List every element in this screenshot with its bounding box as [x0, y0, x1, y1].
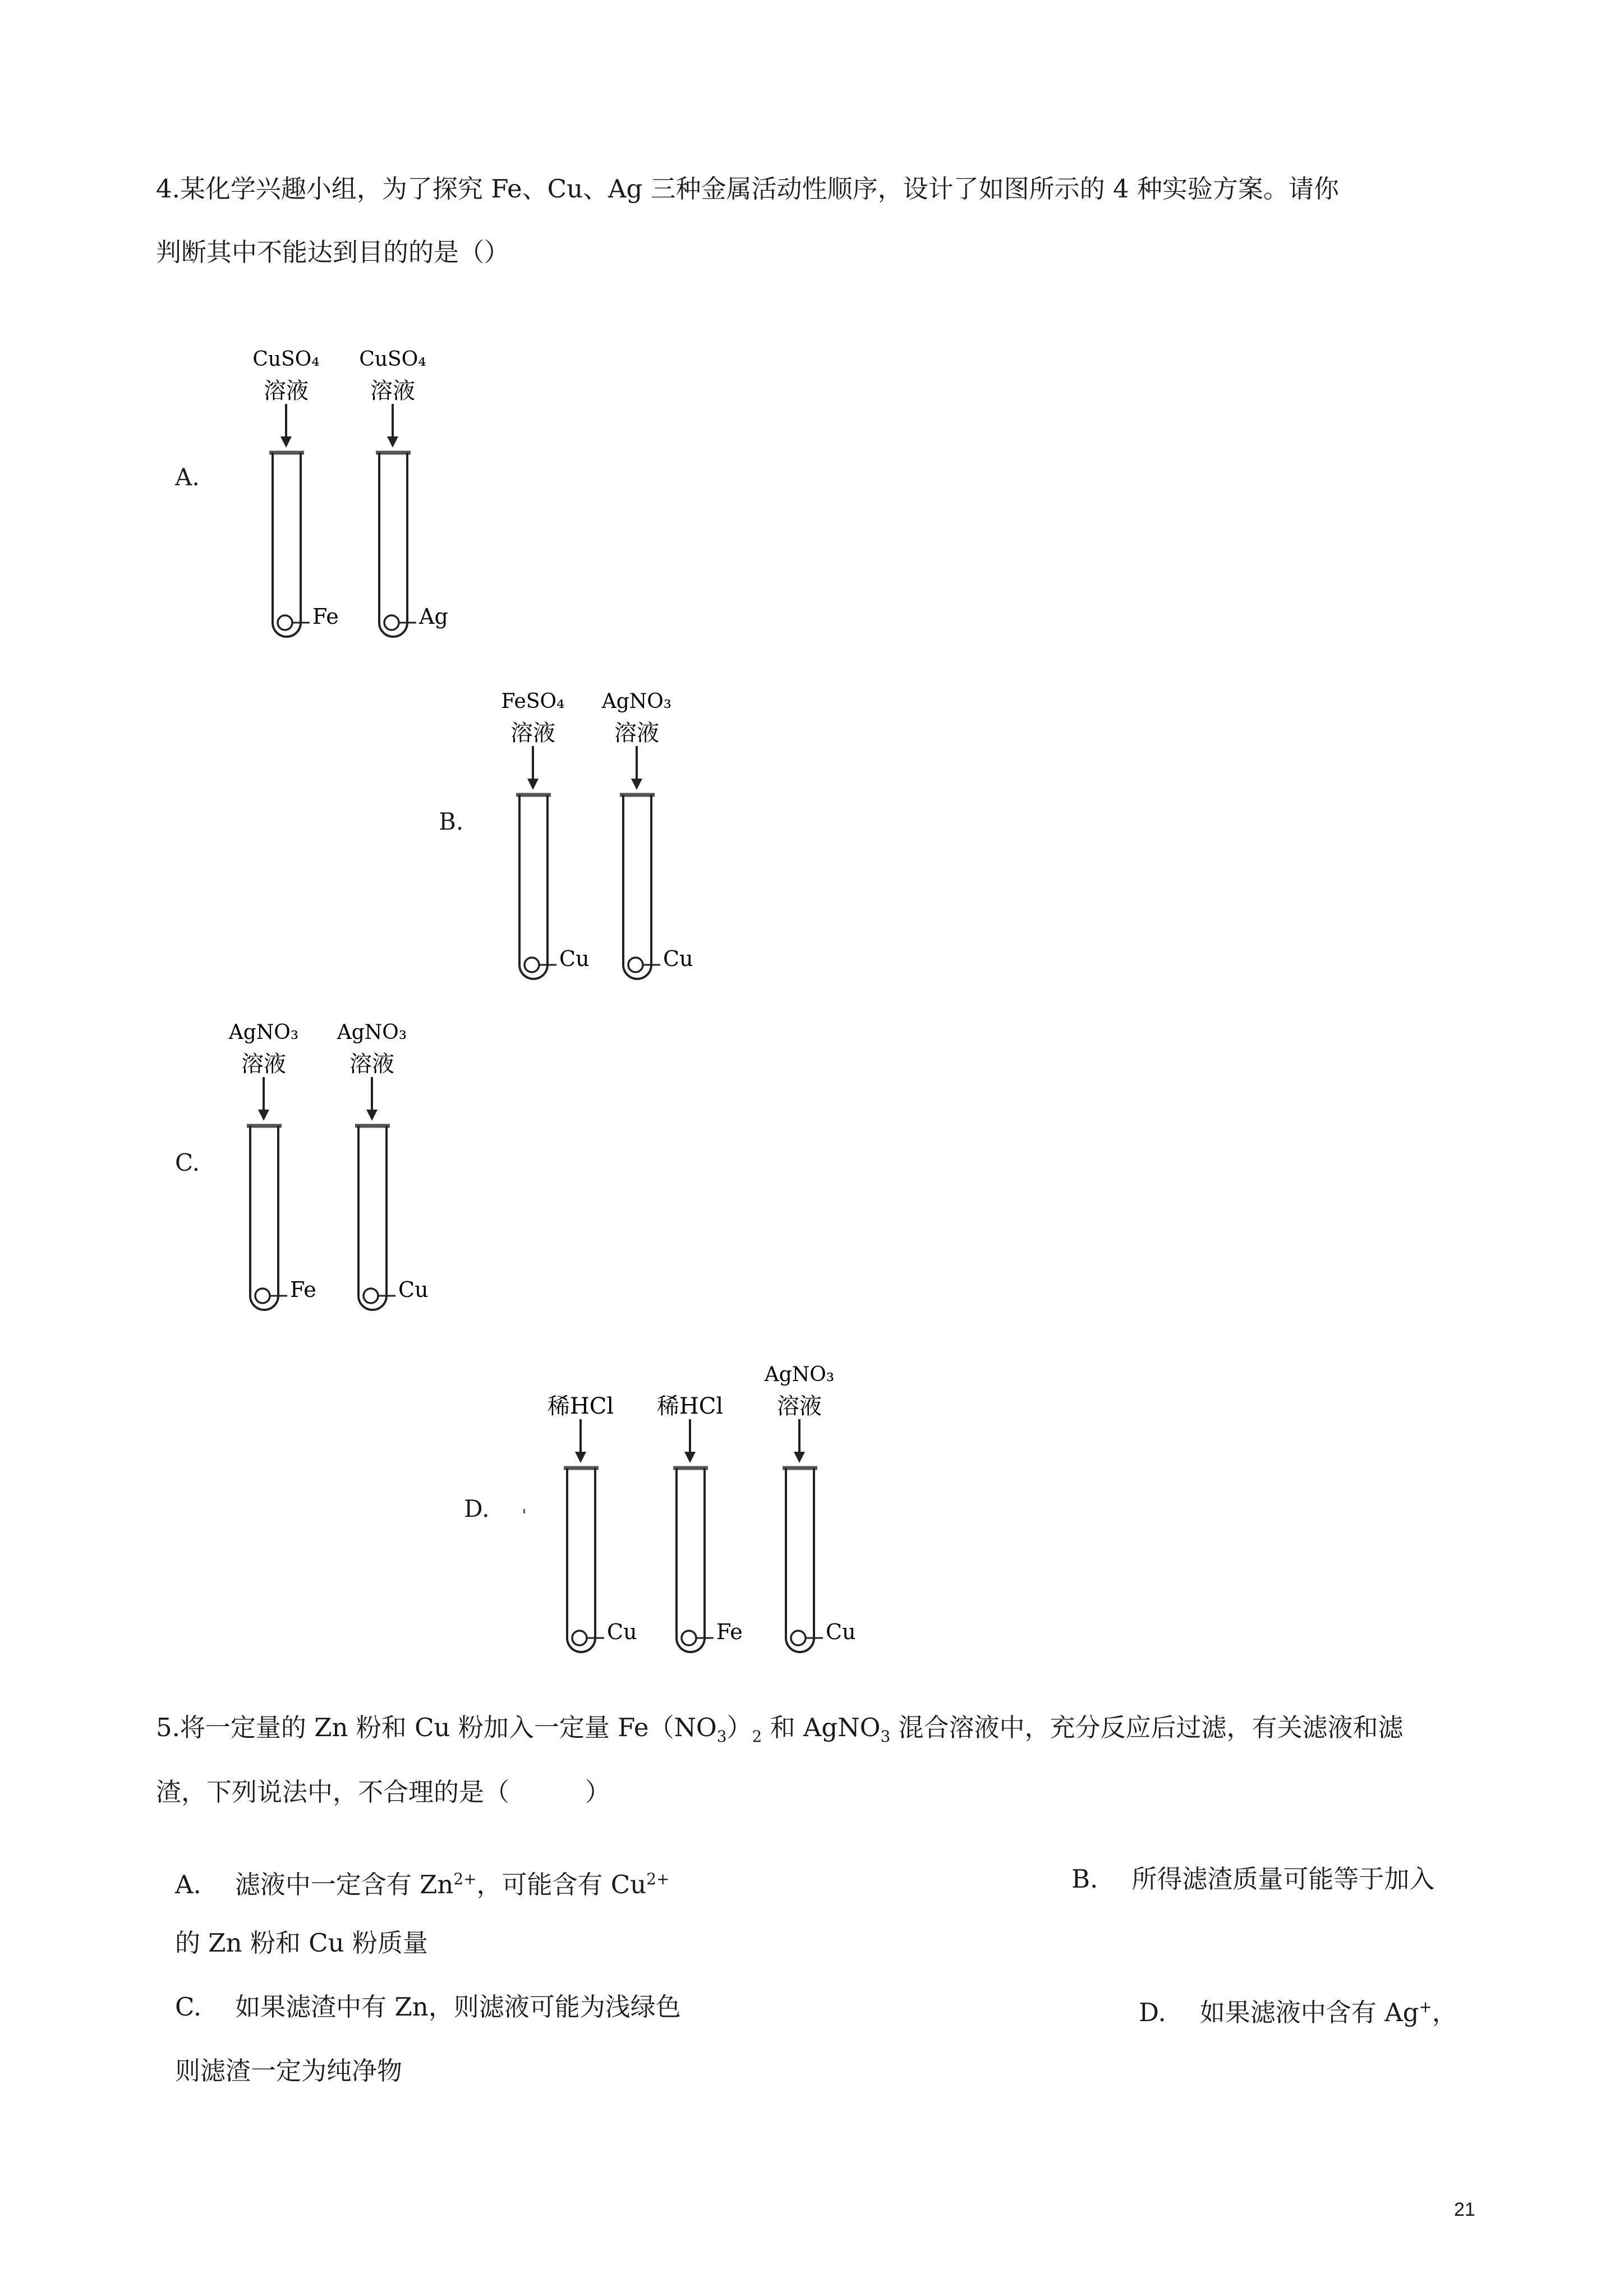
reagent-label: 溶液 — [614, 720, 659, 746]
test-tube — [657, 1393, 743, 1652]
q4-option-b-letter: B. — [439, 808, 464, 835]
metal-label: Fe — [312, 604, 339, 629]
test-tube — [764, 1363, 856, 1652]
reagent-label: 溶液 — [510, 720, 555, 746]
q4-option-a-letter: A. — [175, 463, 200, 491]
reagent-label: 稀HCl — [656, 1393, 724, 1419]
q4-option-c-letter: C. — [175, 1149, 200, 1176]
reagent-label: 溶液 — [241, 1051, 286, 1077]
metal-label: Ag — [419, 604, 448, 629]
page-number: 21 — [1454, 2199, 1475, 2220]
test-tube — [548, 1393, 637, 1652]
q5-option-d-continued: 则滤渣一定为纯净物 — [175, 2056, 403, 2086]
metal-label: Fe — [716, 1619, 743, 1644]
reagent-label: CuSO₄ — [359, 348, 426, 371]
q5-line-2: 渣，下列说法中，不合理的是（ ） — [156, 1777, 611, 1807]
q5-line-1: 5.将一定量的 Zn 粉和 Cu 粉加入一定量 $Fe(NO_3)_2$ 和 AgNO$_3$ 混合溶液中，充分反应后过滤，有关滤液和滤 — [156, 1713, 1404, 1746]
reagent-label: CuSO₄ — [252, 348, 320, 371]
q4-option-c-diagram — [224, 1015, 460, 1318]
q5-option-c: C. 如果滤渣中有 Zn，则滤液可能为浅绿色 — [175, 1992, 681, 2022]
metal-label: Fe — [290, 1277, 316, 1302]
option-letter: C. — [175, 1992, 202, 2022]
q4-option-a-diagram — [236, 342, 471, 645]
reagent-label: 溶液 — [370, 378, 415, 404]
reagent-label: AgNO₃ — [337, 1021, 407, 1044]
reagent-label: AgNO₃ — [764, 1363, 835, 1386]
q4-line-1: 4.某化学兴趣小组，为了探究 Fe、Cu、Ag 三种金属活动性顺序，设计了如图所示的 4 种实验方案。请你 — [156, 174, 1339, 204]
metal-label: Cu — [826, 1619, 856, 1644]
reagent-label: AgNO₃ — [601, 690, 672, 713]
q4-option-b-diagram — [494, 684, 729, 987]
test-tube — [228, 1021, 316, 1310]
test-tube — [502, 690, 590, 979]
test-tube — [337, 1021, 429, 1310]
test-tube — [601, 690, 693, 979]
metal-label: Cu — [607, 1619, 637, 1644]
reagent-label: FeSO₄ — [501, 690, 565, 713]
q5-option-d: D. 如果滤液中含有 Ag+， — [1139, 1998, 1457, 2027]
metal-label: Cu — [559, 946, 590, 971]
reagent-label: 溶液 — [349, 1051, 394, 1077]
q5-option-a: A. 滤液中一定含有 $Zn^{2+}$，可能含有 $Cu^{2+}$ — [175, 1870, 670, 1899]
test-tube — [359, 348, 448, 637]
option-letter: A. — [175, 1870, 201, 1899]
stray-mark — [523, 1509, 525, 1513]
option-letter: B. — [1071, 1864, 1098, 1894]
option-letter: D. — [1139, 1998, 1166, 2027]
metal-label: Cu — [398, 1277, 429, 1302]
q4-option-d-diagram — [539, 1358, 886, 1660]
reagent-label: 溶液 — [264, 378, 309, 404]
reagent-label: 溶液 — [777, 1393, 822, 1419]
reagent-label: 稀HCl — [547, 1393, 614, 1419]
q5-option-b-continued: 的 Zn 粉和 Cu 粉质量 — [175, 1928, 428, 1958]
q5-option-b: B. 所得滤渣质量可能等于加入 — [1071, 1864, 1435, 1894]
q4-option-d-letter: D. — [464, 1495, 490, 1522]
reagent-label: AgNO₃ — [228, 1021, 299, 1044]
metal-label: Cu — [663, 946, 693, 971]
q4-line-2: 判断其中不能达到目的的是（） — [156, 237, 510, 267]
test-tube — [252, 348, 338, 637]
